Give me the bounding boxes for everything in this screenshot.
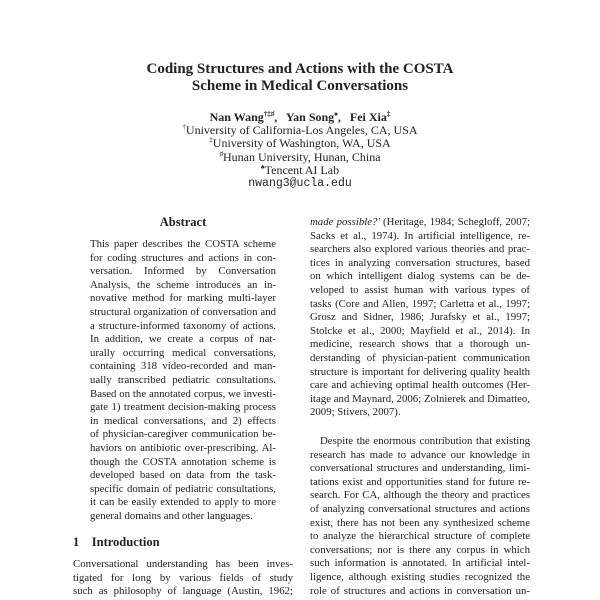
text-line: gate 1) treatment decision-making process [90,401,276,414]
text-line: though the COSTA annotation scheme is [90,455,276,468]
text-line: novative method for marking multi-layer [90,292,276,305]
text-line: general domains and other languages. [90,510,253,522]
text-line: medicine, research shows that a thorough un- [310,338,530,351]
text-line: conversational structures and understanding, limi- [310,462,530,475]
affiliation-text: University of Washington, WA, USA [212,136,391,150]
text-line: Analysis, the scheme introduces an in- [90,278,276,291]
affiliation [0,136,600,151]
text-line: to analyze the hierarchical structure of complete [310,530,530,543]
text-line: tigated for long by various fields of study [73,571,293,584]
text-line: of analyzing conversational structures and actions [310,503,530,515]
text-line: Grosz and Sidner, 1986; Jurafsky et al., 1997; [310,311,530,324]
text-line: search. For CA, although the theory and practices [310,489,530,502]
text-line: research has made to advance our knowledge in [310,448,530,461]
text-line: searchers also explored various theories and prac- [310,243,530,256]
text-line [310,216,530,229]
text-line: Sacks et al., 1974). In artificial intelligence, re- [310,229,530,242]
text-line: on which intelligent dialog systems can be de- [310,270,530,283]
affiliation-mark: † [182,123,186,131]
text-line: structural organization of conversation and [90,306,276,318]
author-mark: ‡ [386,110,391,118]
text-line: tices in analyzing conversation structures, based [310,256,530,269]
text-line: urally occurring medical conversations, [90,346,276,359]
affiliation-text: University of California-Los Angeles, CA, USA [185,123,418,137]
section-title: Introduction [91,535,160,549]
section-heading-introduction [73,535,160,550]
text-line: specific domain of pediatric consultations, [90,482,276,495]
text-line: containing 318 video-recorded and man- [90,360,276,373]
affiliation-mark: ♯ [219,150,223,158]
text-line: 2009; Stivers, 2007). [310,406,401,419]
affiliation [0,163,600,178]
text-line: such information is annotated. In artificial intel- [310,557,530,570]
text-line: structure is important for delivering quality health [310,365,530,378]
text-line: haviors on antibiotic over-prescribing. Al- [90,442,276,454]
author-mark: †‡♯ [263,110,275,118]
text-line: in medical conversations, and 2) effects [90,414,276,427]
text-line: This paper describes the COSTA scheme [90,238,276,250]
text-line: tations exist and opportunities stand for future re- [310,475,530,488]
author-email: nwang3@ucla.edu [248,177,352,190]
text-line: it can be easily extended to apply to more [90,496,276,509]
text-line: of physician-caregiver communication be- [90,428,276,441]
text-fragment: (Heritage, 1984; Schegloff, 2007; [383,216,530,228]
abstract-heading: Abstract [159,215,207,229]
text-line: Despite the enormous contribution that existing [320,435,530,447]
affiliation-mark: ‡ [209,136,213,144]
text-line: for coding structures and actions in con- [90,251,276,264]
text-line: tasks (Core and Allen, 1997; Carletta et al., 1997; [310,297,530,310]
text-line: derstanding of physician-patient communication [310,352,530,364]
text-line: Conversational understanding has been inves- [73,558,293,570]
text-line: such as philosophy of language (Austin, 1962; [73,585,293,598]
author-name: Nan Wang [209,110,264,124]
affiliation-text: Hunan University, Hunan, China [222,150,381,164]
text-line: In addition, we create a corpus of nat- [90,333,276,346]
text-line: veloped to assist human with various types of [310,284,530,296]
author-mark: ♠ [334,110,338,118]
paper-title-line-1: Coding Structures and Actions with the COSTA [146,61,454,77]
author-list: Nan Wang†‡♯, Yan Song♠, Fei Xia‡ [209,110,391,124]
section-number: 1 [73,535,80,549]
author-name: Fei Xia [349,110,387,124]
text-line: versation. Informed by Conversation [90,265,276,278]
text-line: Stolcke et al., 2000; Mayfield et al., 2014). In [310,324,530,337]
text-line: Based on the annotated corpus, we investi- [90,387,276,400]
author-name: Yan Song [285,110,335,124]
text-line: care and achieving optimal health outcomes (Her- [310,379,530,392]
text-line: exist, there has not been any synthesized scheme [310,516,530,529]
text-line: conversations; nor is there any corpus in which [310,543,530,556]
text-line: ually transcribed pediatric consultations. [90,374,276,386]
text-line: ligence, although existing studies recognized the [310,571,530,583]
text-line: a structure-informed taxonomy of actions. [90,319,276,332]
affiliation-mark: ♠ [260,163,265,171]
italic-quote: made possible?' [310,216,380,228]
text-line: itage and Maynard, 2006; Zolnierek and Dimatteo, [310,392,530,405]
affiliation-text: Tencent AI Lab [264,163,340,177]
paper-title-line-2: Scheme in Medical Conversations [191,78,409,94]
text-line: role of structures and actions in conversation un- [310,584,530,597]
text-line: developed based on data from the task- [90,469,276,482]
